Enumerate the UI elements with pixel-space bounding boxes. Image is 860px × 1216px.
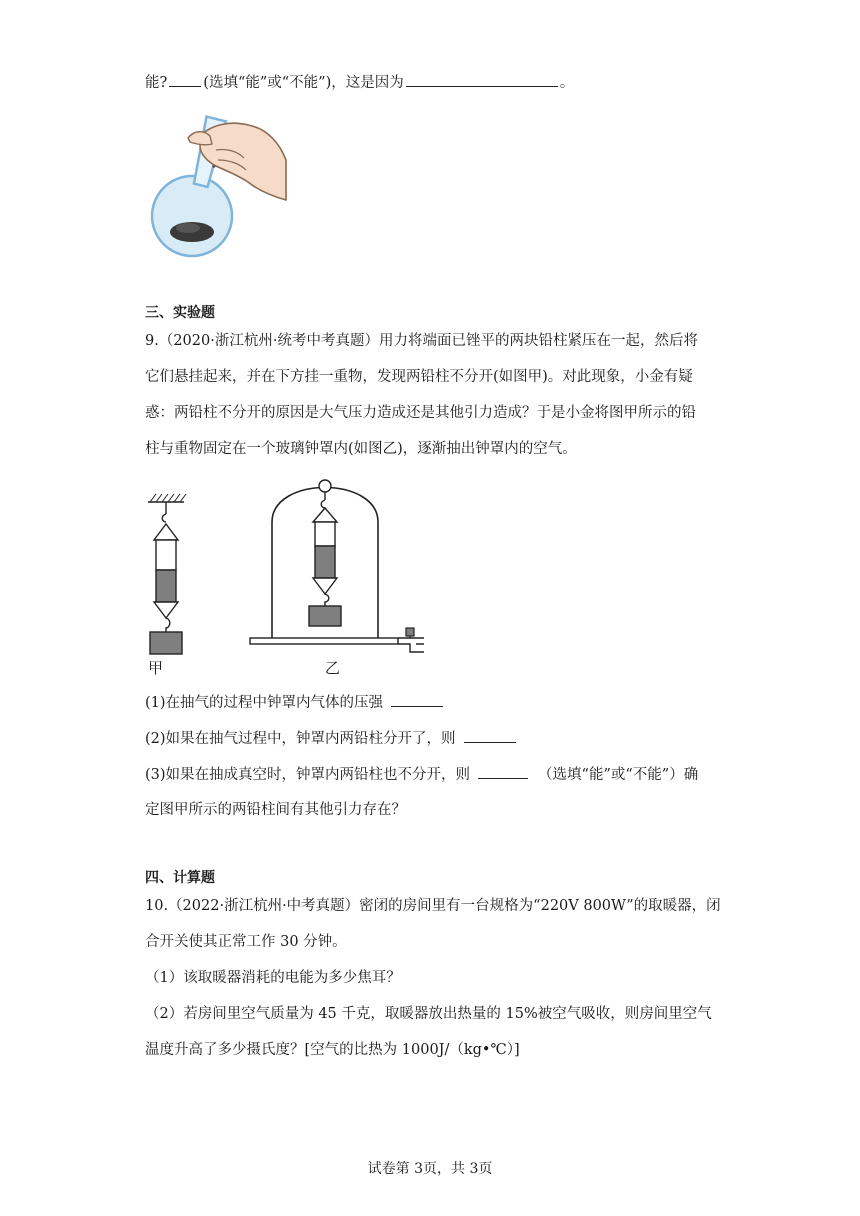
q9-sub-1 bbox=[145, 692, 445, 713]
section-title-calculation: 四、计算题 bbox=[145, 870, 215, 886]
q8-suffix: 。 bbox=[559, 75, 575, 91]
section-title-experiment: 三、实验题 bbox=[145, 305, 215, 321]
q9-sub-2-text: (2)如果在抽气过程中，钟罩内两铅柱分开了，则 bbox=[145, 731, 456, 747]
answer-blank bbox=[406, 72, 558, 87]
answer-blank bbox=[464, 728, 516, 743]
q10-sub-2-b: 温度升高了多少摄氏度？[空气的比热为 1000J/（kg•℃）] bbox=[145, 1042, 520, 1058]
q9-sub-3-text-b: （选填“能”或“不能”）确 bbox=[538, 767, 699, 783]
q9-sub-2 bbox=[145, 728, 518, 749]
q9-sub-3 bbox=[145, 764, 698, 785]
q8-prefix: 能? bbox=[145, 75, 168, 91]
q9-line-3: 惑：两铅柱不分开的原因是大气压力造成还是其他引力造成？于是小金将图甲所示的铅 bbox=[145, 405, 696, 421]
q9-sub-3-text-a: (3)如果在抽成真空时，钟罩内两铅柱也不分开，则 bbox=[145, 767, 471, 783]
q10-sub-2-a: （2）若房间里空气质量为 45 千克，取暖器放出热量的 15%被空气吸收，则房间里空气 bbox=[145, 1006, 712, 1022]
answer-blank bbox=[169, 72, 201, 87]
flask-bulb bbox=[152, 176, 232, 256]
figure-yi bbox=[250, 480, 424, 652]
question-8-tail bbox=[145, 72, 574, 93]
q10-sub-1: （1）该取暖器消耗的电能为多少焦耳？ bbox=[145, 970, 401, 986]
q10-line-2: 合开关使其正常工作 30 分钟。 bbox=[145, 934, 347, 950]
flask-contents-top bbox=[176, 223, 200, 233]
figure-jia bbox=[148, 494, 186, 654]
q9-line-4: 柱与重物固定在一个玻璃钟罩内(如图乙)，逐渐抽出钟罩内的空气。 bbox=[145, 441, 577, 457]
page-footer: 试卷第 3页，共 3页 bbox=[367, 1161, 493, 1177]
figure-label-yi: 乙 bbox=[325, 659, 341, 677]
answer-blank bbox=[478, 764, 528, 779]
q9-sub-1-text: (1)在抽气的过程中钟罩内气体的压强 bbox=[145, 695, 384, 711]
q8-middle: (选填“能”或“不能”)，这是因为 bbox=[203, 75, 404, 91]
q9-line-2: 它们悬挂起来，并在下方挂一重物，发现两铅柱不分开(如图甲)。对此现象，小金有疑 bbox=[145, 369, 693, 385]
q9-line-1: 9.（2020·浙江杭州·统考中考真题）用力将端面已锉平的两块铅柱紧压在一起，然后将 bbox=[145, 333, 698, 349]
q9-sub-3-cont: 定图甲所示的两铅柱间有其他引力存在？ bbox=[145, 802, 406, 818]
q10-line-1: 10.（2022·浙江杭州·中考真题）密闭的房间里有一台规格为“220V 800W”的取暖器，闭 bbox=[145, 898, 721, 914]
answer-blank bbox=[391, 692, 443, 707]
flask-in-hand-illustration bbox=[140, 104, 290, 264]
figure-label-jia: 甲 bbox=[148, 659, 164, 677]
lead-cylinder-figures bbox=[140, 462, 440, 684]
